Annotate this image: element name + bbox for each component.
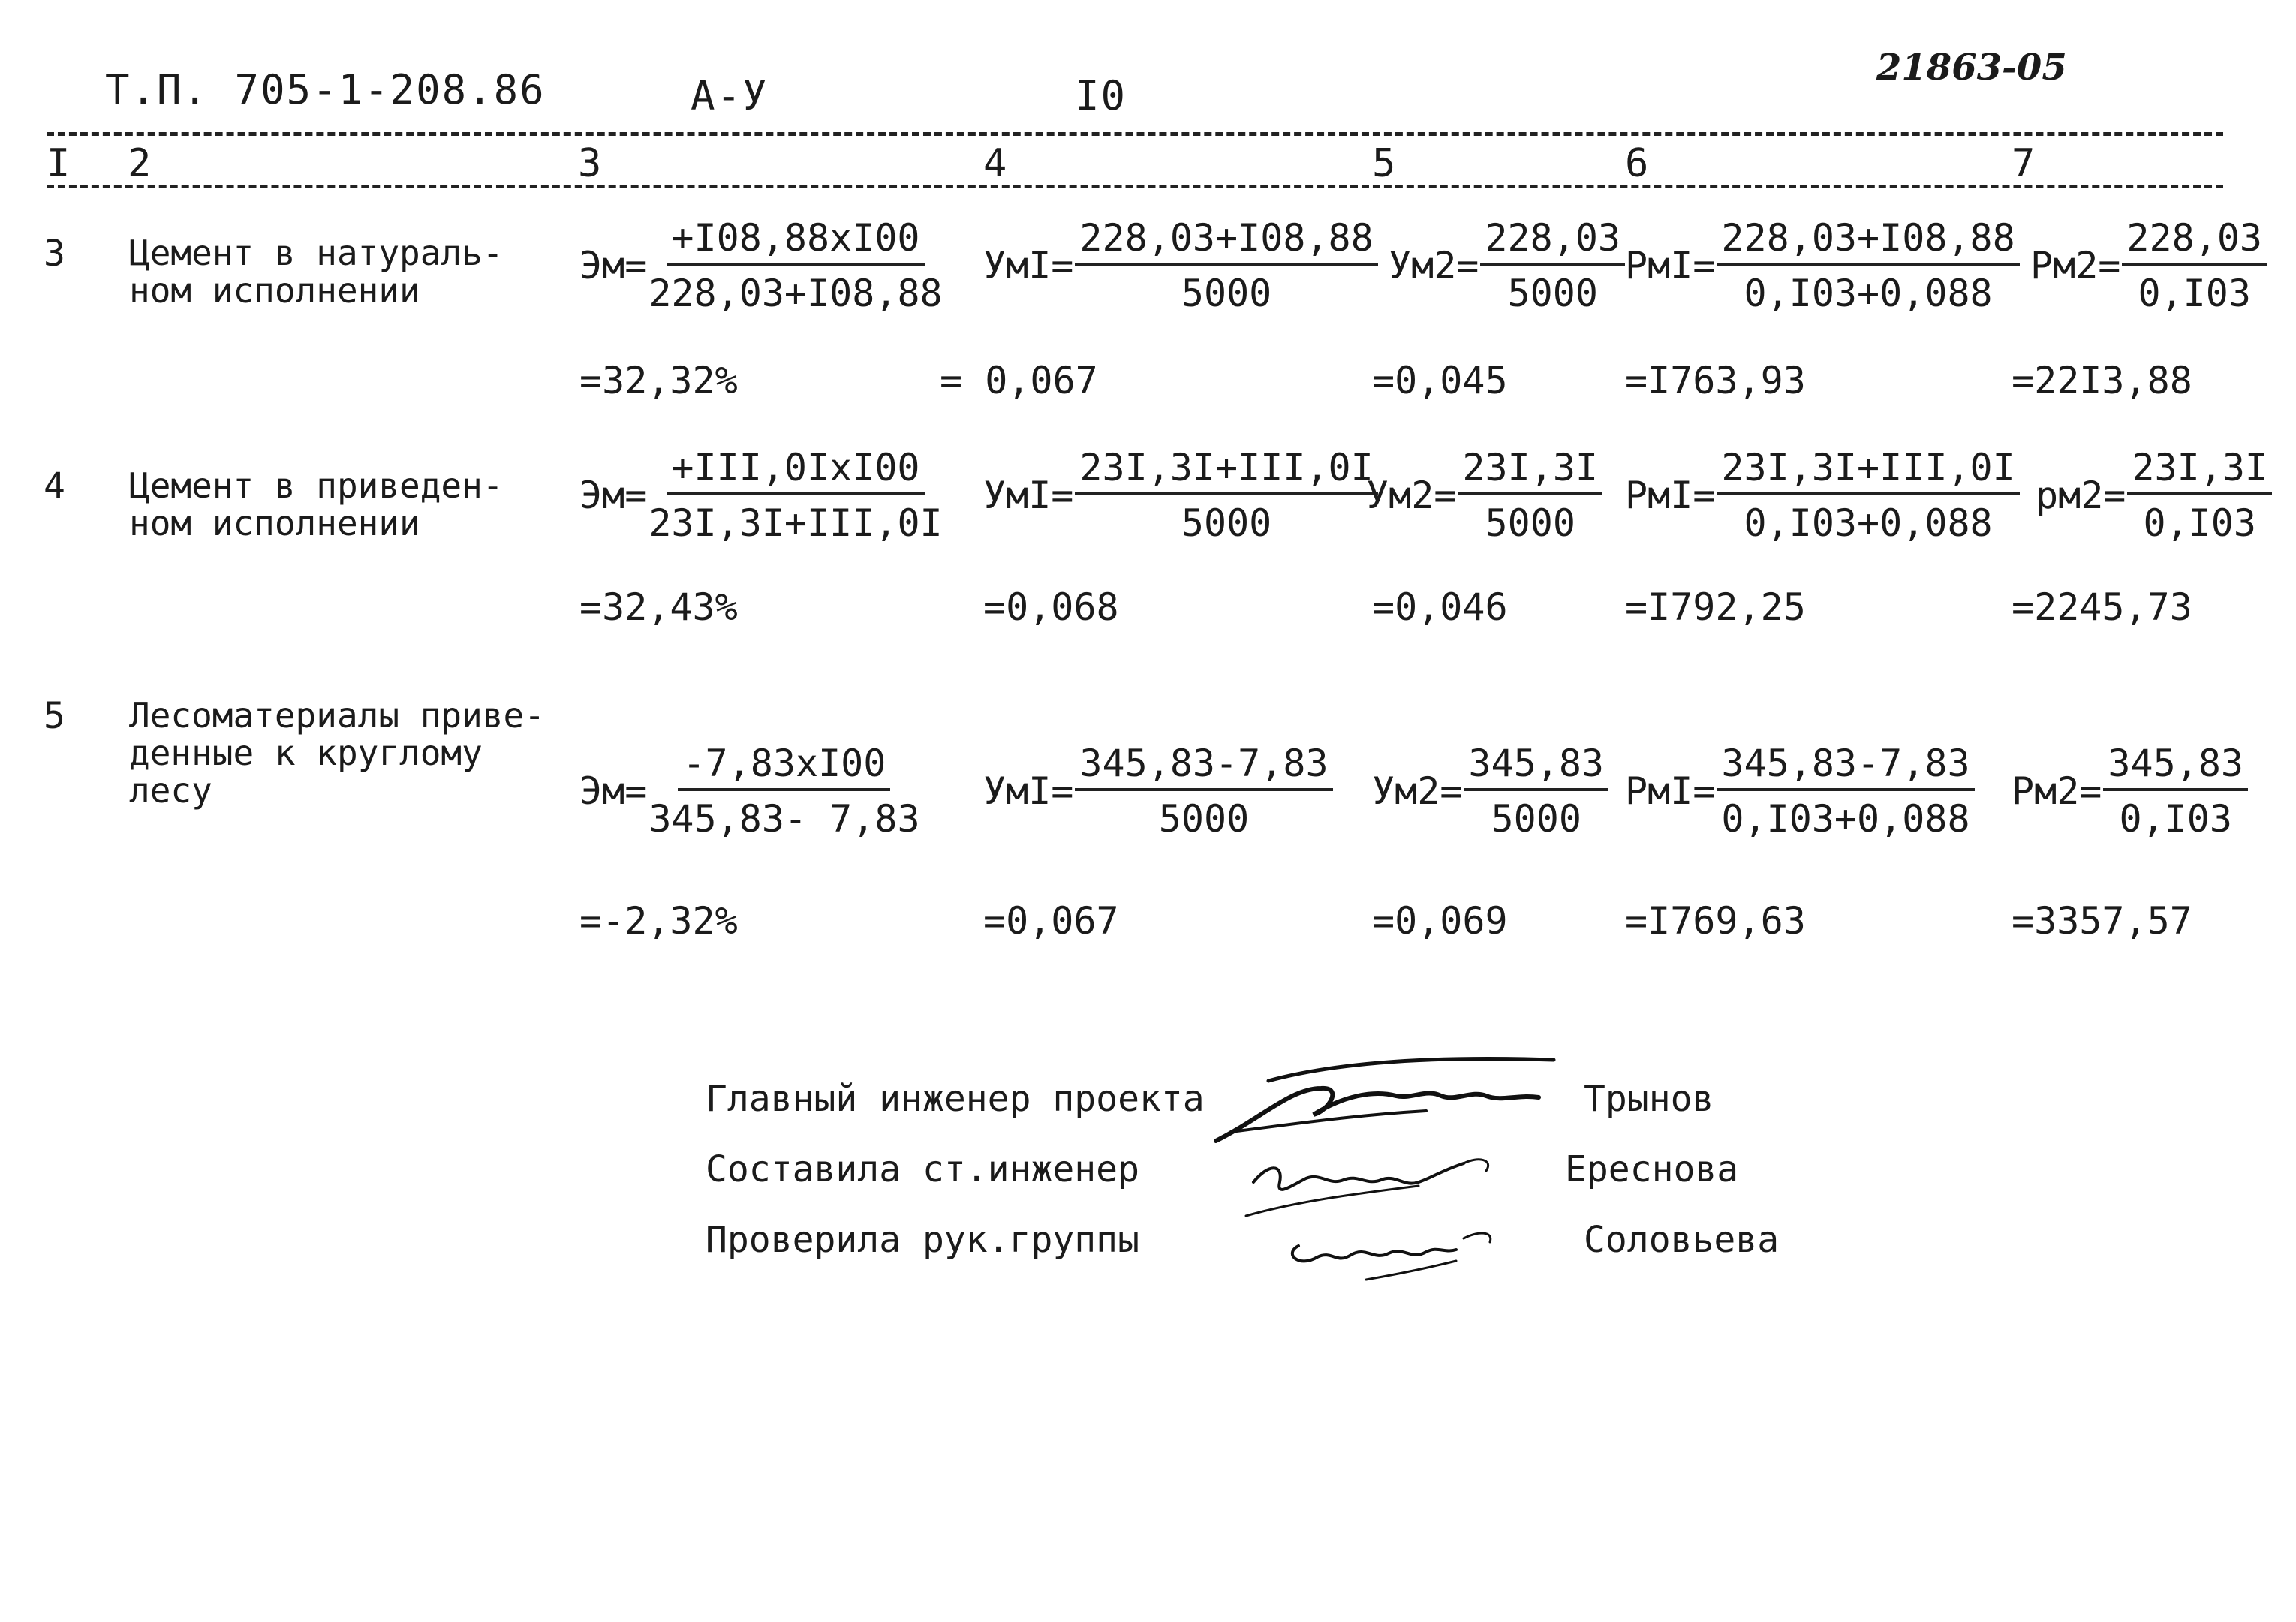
- result-rm2: =3357,57: [2012, 899, 2192, 943]
- result-um2: =0,069: [1372, 899, 1508, 943]
- column-number-6: 6: [1625, 141, 1649, 186]
- formula-um2: Ум2= $\frac{345,83}{5000}$: [1372, 742, 1608, 841]
- result-economy: =32,32%: [579, 359, 738, 402]
- signature-role: Проверила рук.группы: [706, 1219, 1139, 1261]
- signature-name: Соловьева: [1584, 1219, 1780, 1261]
- row-number: 5: [44, 695, 65, 737]
- formula-economy: Эм= $\frac{\text{+III,0IxI00}}{\text{23I,3I+III,0I}}$: [579, 446, 943, 545]
- formula-rm1: РмI= $\frac{228,03+I08,88}{0,I03+0,088}$: [1625, 216, 2020, 315]
- formula-economy: Эм= $\frac{-7,83xI00}{345,83- 7,83}$: [579, 742, 920, 841]
- signature-name: Трынов: [1584, 1078, 1714, 1120]
- result-rm1: =I769,63: [1625, 899, 1806, 943]
- column-number-7: 7: [2012, 141, 2036, 186]
- result-rm1: =I763,93: [1625, 359, 1806, 402]
- formula-rm2: Рм2= $\frac{228,03}{0,I03}$: [2030, 216, 2267, 315]
- result-rm2: =2245,73: [2012, 585, 2192, 629]
- table-top-rule: [47, 132, 2223, 136]
- formula-um1: УмI= $\frac{\text{23I,3I+III,0I}}{5000}$: [983, 446, 1378, 545]
- formula-um1: УмI= $\frac{228,03+I08,88}{5000}$: [983, 216, 1378, 315]
- handwritten-signature: [1276, 1208, 1516, 1291]
- result-um1: =0,068: [983, 585, 1119, 629]
- formula-economy: Эм= $\frac{+I08,88xI00}{228,03+I08,88}$: [579, 216, 943, 315]
- table-header-rule: [47, 185, 2223, 188]
- column-number-2: 2: [128, 141, 152, 186]
- result-um2: =0,046: [1372, 585, 1508, 629]
- handwritten-signature: [1201, 1043, 1576, 1148]
- result-economy: =-2,32%: [579, 899, 738, 943]
- doc-section: А-У: [691, 72, 769, 119]
- row-material-name: Цемент в натураль- ном исполнении: [129, 233, 504, 311]
- result-um1: =0,067: [983, 899, 1119, 943]
- formula-um2: Ум2= $\frac{228,03}{5000}$: [1389, 216, 1625, 315]
- signature-name: Ереснова: [1565, 1148, 1739, 1190]
- result-um1: = 0,067: [940, 359, 1098, 402]
- formula-rm2: Рм2= $\frac{345,83}{0,I03}$: [2012, 742, 2248, 841]
- formula-rm1: РмI= $\frac{\text{23I,3I+III,0I}}{0,I03+0,088}$: [1625, 446, 2020, 545]
- doc-code: Т.П. 705-1-208.86: [105, 66, 546, 113]
- result-um2: =0,045: [1372, 359, 1508, 402]
- page-number: I0: [1075, 72, 1127, 119]
- column-number-4: 4: [983, 141, 1007, 186]
- result-economy: =32,43%: [579, 585, 738, 629]
- result-rm2: =22I3,88: [2012, 359, 2192, 402]
- signature-role: Составила ст.инженер: [706, 1148, 1139, 1190]
- row-number: 3: [44, 233, 65, 275]
- row-material-name: Цемент в приведен- ном исполнении: [129, 465, 504, 543]
- column-number-1: I: [47, 141, 71, 186]
- result-rm1: =I792,25: [1625, 585, 1806, 629]
- formula-rm2: рм2= $\frac{23I,3I}{0,I03}$: [2036, 446, 2272, 545]
- formula-um2: Ум2= $\frac{23I,3I}{5000}$: [1366, 446, 1602, 545]
- row-number: 4: [44, 465, 65, 507]
- formula-rm1: РмI= $\frac{345,83-7,83}{0,I03+0,088}$: [1625, 742, 1975, 841]
- column-number-3: 3: [578, 141, 602, 186]
- archive-stamp: 21863-05: [1876, 47, 2067, 89]
- row-material-name: Лесоматериалы приве- денные к круглому лесу: [129, 695, 545, 811]
- signature-role: Главный инженер проекта: [706, 1078, 1205, 1120]
- formula-um1: УмI= $\frac{345,83-7,83}{5000}$: [983, 742, 1333, 841]
- column-number-5: 5: [1372, 141, 1396, 186]
